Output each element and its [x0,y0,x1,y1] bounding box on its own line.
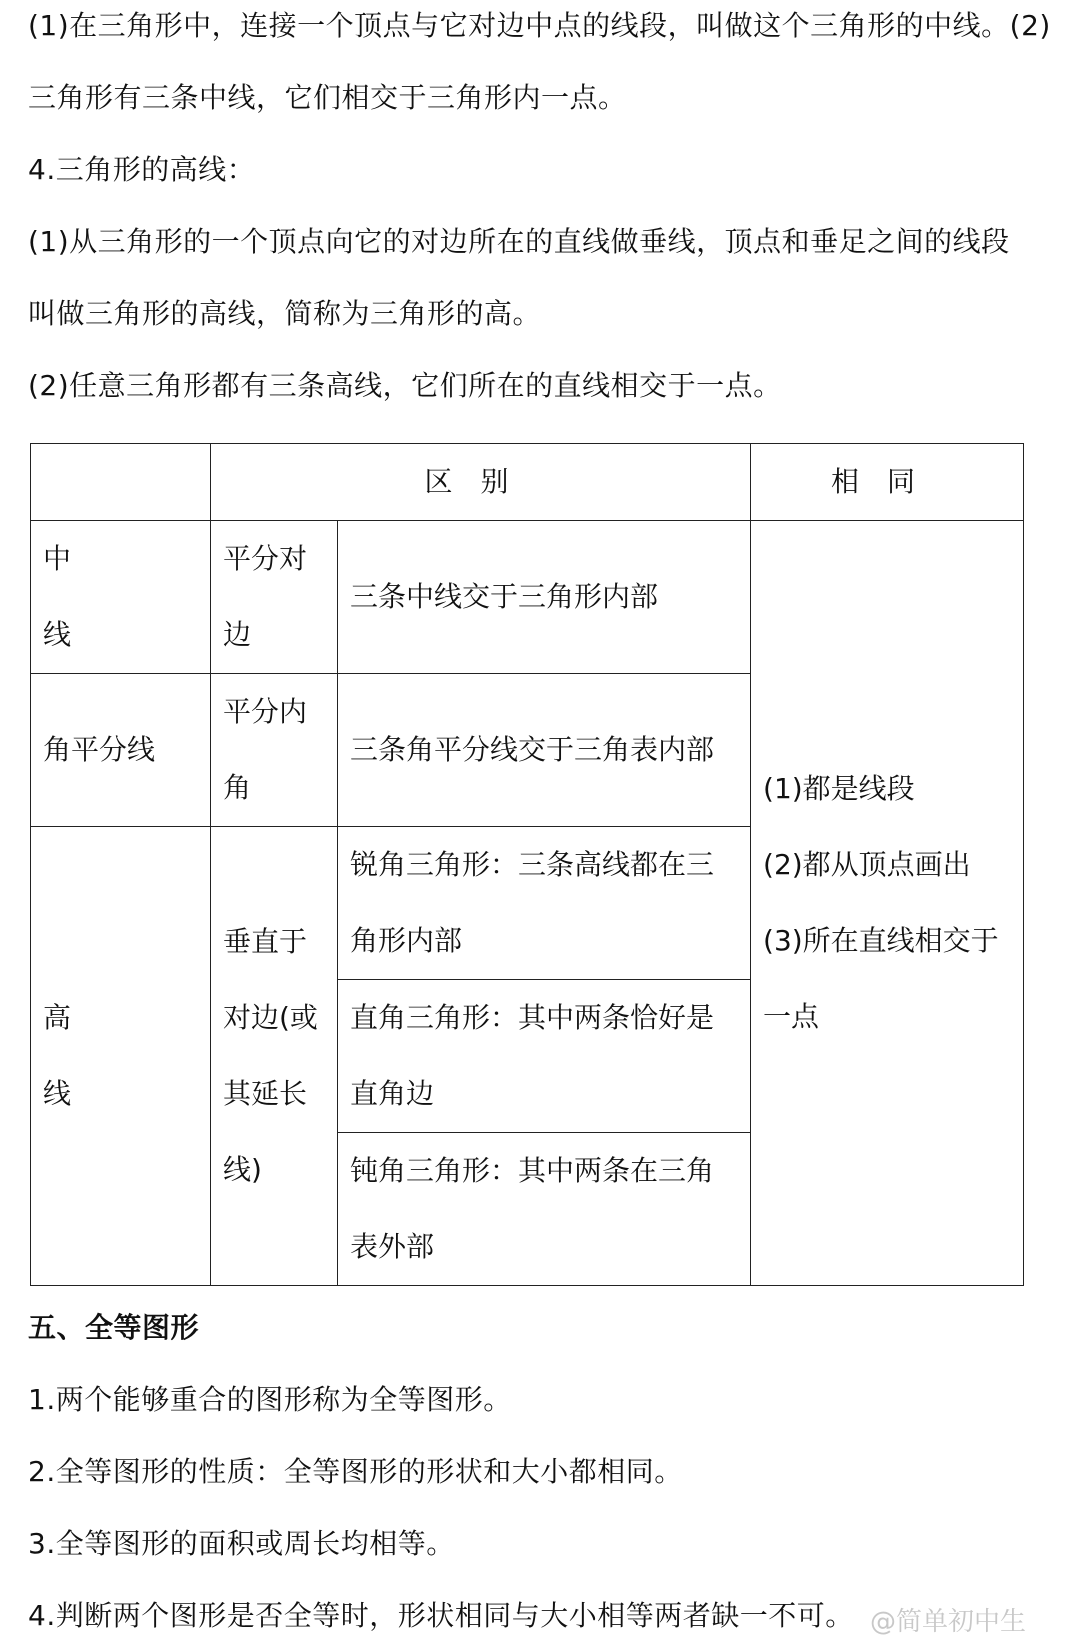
detail-median: 三条中线交于三角形内部 [338,521,751,674]
feature-median: 平分对边 [211,521,338,674]
header-empty-cell [31,444,211,521]
detail-altitude-obtuse: 钝角三角形：其中两条在三角表外部 [338,1133,751,1286]
section-heading-congruent: 五、全等图形 [28,1311,200,1344]
altitude-title: 4.三角形的高线： [28,153,256,186]
header-difference: 区别 [211,444,751,521]
table-row [31,521,1024,674]
table-header-row [31,444,1024,521]
row-label-median: 中线 [31,521,211,674]
list-item: 4.判断两个图形是否全等时，形状相同与大小相等两者缺一不可。 [28,1599,854,1632]
paragraph-median-property: 三角形有三条中线，它们相交于三角形内一点。 [28,81,627,114]
same-item: (1)都是线段 [763,772,915,805]
paragraph-median-definition: (1)在三角形中，连接一个顶点与它对边中点的线段，叫做这个三角形的中线。(2) [28,9,1051,42]
paragraph-altitude-definition-cont: 叫做三角形的高线，简称为三角形的高。 [28,297,542,330]
row-label-altitude: 高线 [31,827,211,1286]
feature-altitude: 垂直于对边(或其延长线) [211,827,338,1286]
same-cell [751,521,1024,1286]
paragraph-altitude-definition: (1)从三角形的一个顶点向它的对边所在的直线做垂线，顶点和垂足之间的线段 [28,225,1010,258]
list-item: 3.全等图形的面积或周长均相等。 [28,1527,455,1560]
same-item: (2)都从顶点画出 [763,848,971,881]
list-item: 2.全等图形的性质：全等图形的形状和大小都相同。 [28,1455,683,1488]
detail-altitude-right: 直角三角形：其中两条恰好是直角边 [338,980,751,1133]
paragraph-altitude-property: (2)任意三角形都有三条高线，它们所在的直线相交于一点。 [28,369,782,402]
list-item: 1.两个能够重合的图形称为全等图形。 [28,1383,512,1416]
comparison-table [30,443,1024,1286]
watermark: @简单初中生 [869,1607,1026,1637]
feature-angle-bisector: 平分内角 [211,674,338,827]
same-item: (3)所在直线相交于一点 [763,924,999,1033]
detail-altitude-acute: 锐角三角形：三条高线都在三角形内部 [338,827,751,980]
detail-angle-bisector: 三条角平分线交于三角表内部 [338,674,751,827]
row-label-angle-bisector: 角平分线 [31,674,211,827]
header-same: 相同 [751,444,1024,521]
